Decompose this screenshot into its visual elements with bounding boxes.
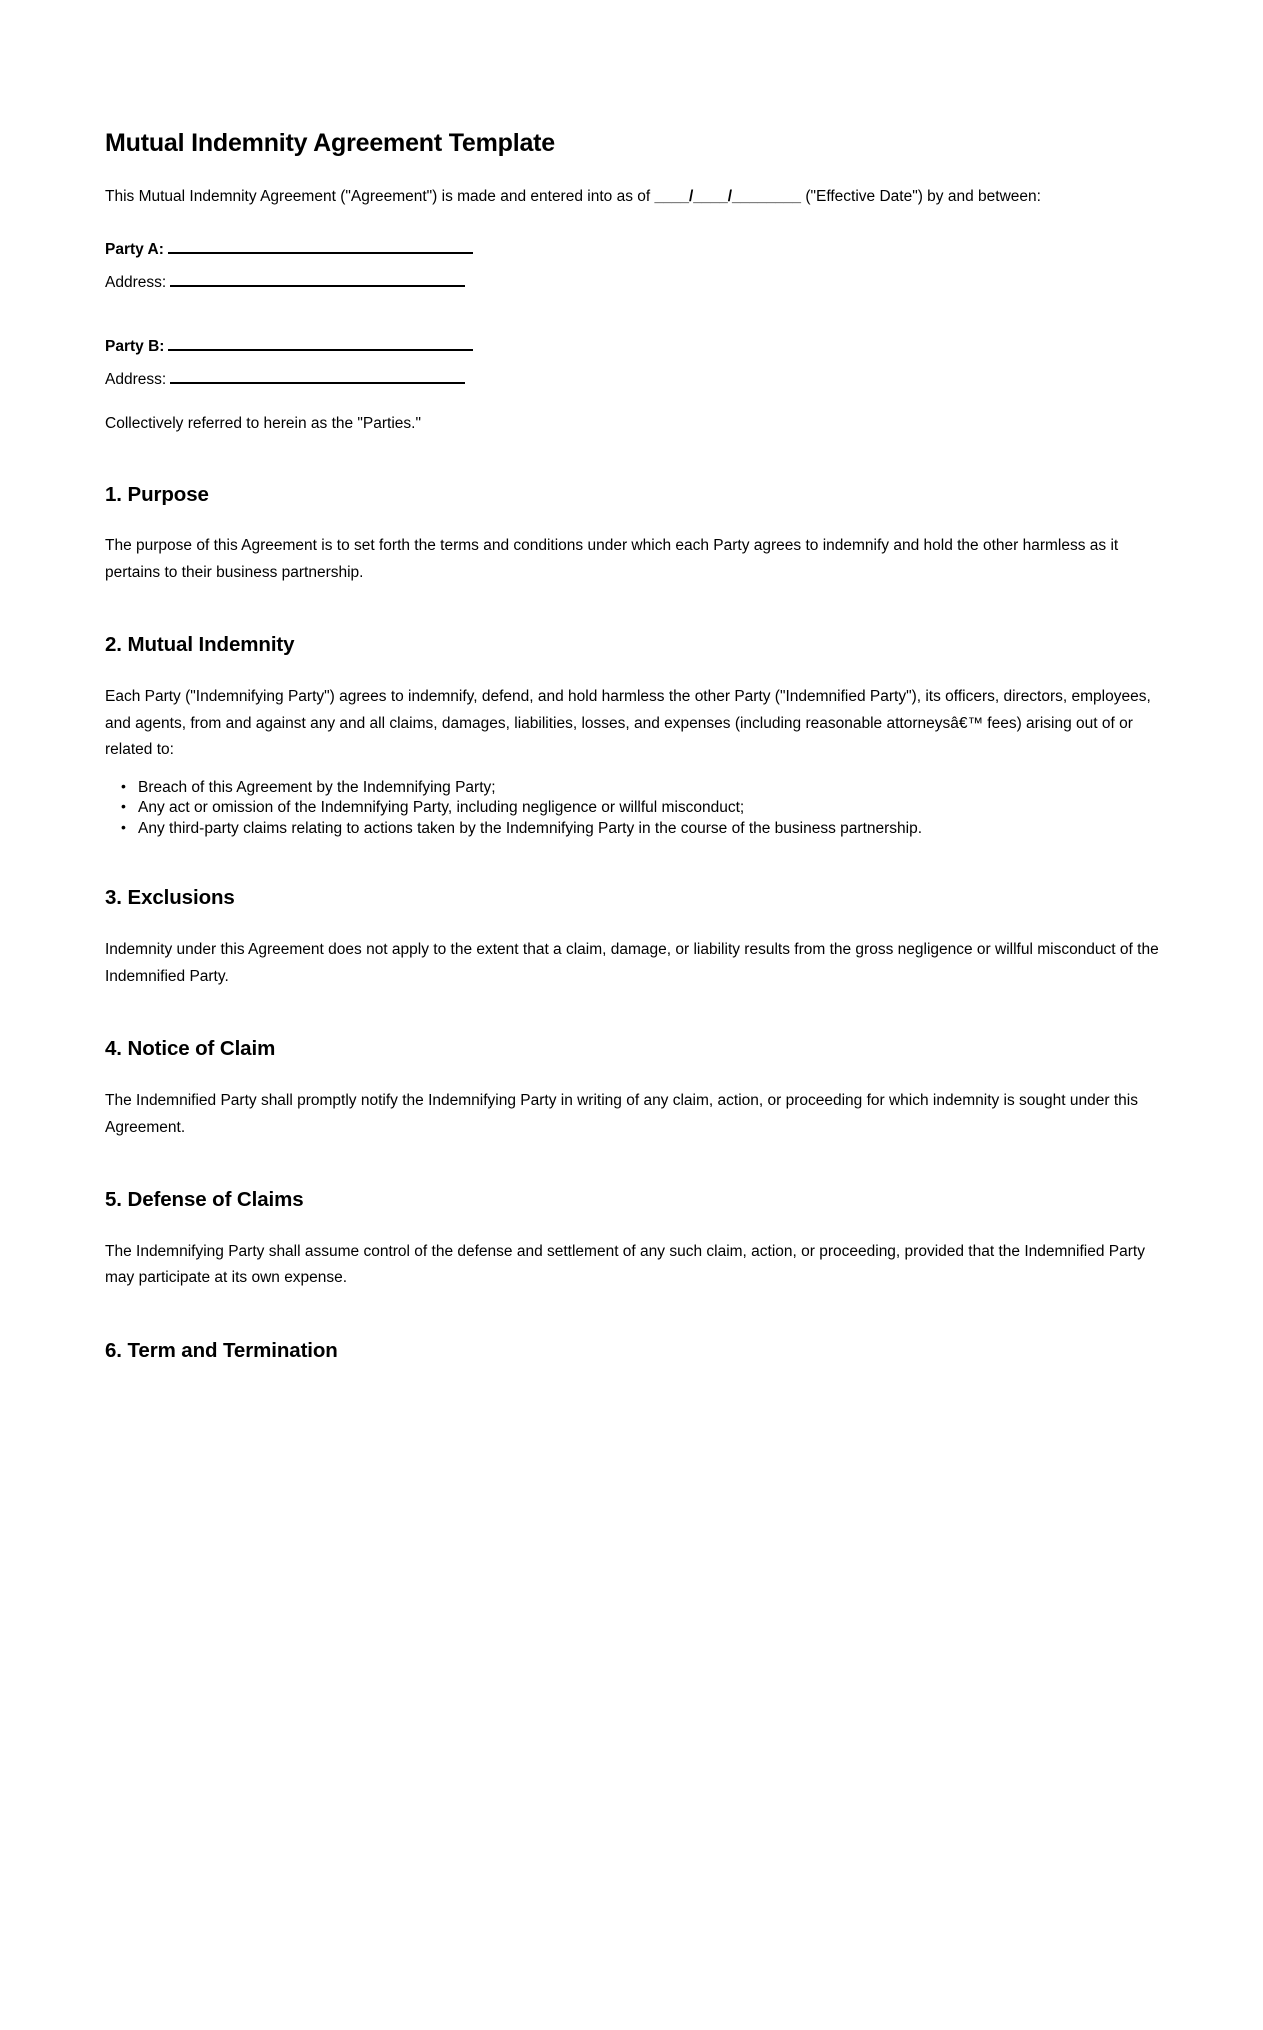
party-b-label: Party B: (105, 338, 165, 356)
section-heading-notice-of-claim: 4. Notice of Claim (105, 1037, 276, 1061)
party-b-address-input-rule[interactable] (170, 369, 465, 384)
section-heading-mutual-indemnity: 2. Mutual Indemnity (105, 633, 295, 657)
list-item: • Any third-party claims relating to actions taken by the Indemnifying Party in the course of the business partnership. (127, 819, 1165, 839)
page-title: Mutual Indemnity Agreement Template (105, 129, 556, 157)
party-a-address-input-rule[interactable] (170, 272, 465, 287)
party-a-label: Party A: (105, 241, 164, 259)
party-a-address-label: Address: (105, 274, 167, 292)
intro-text-before: This Mutual Indemnity Agreement ("Agreement") is made and entered into as of (105, 188, 655, 205)
intro-paragraph (105, 185, 1165, 208)
effective-date-blank[interactable]: ____/____/________ (654, 188, 802, 205)
intro-text-after: ("Effective Date") by and between: (801, 188, 1041, 205)
indemnity-bullet-list (105, 778, 1165, 839)
section-body-mutual-indemnity: Each Party ("Indemnifying Party") agrees to indemnify, defend, and hold harmless the other Party ("Indemnified Party"), its officers, directors, employees, and agents, from and against any and all claims, damages, liabilities, losses, and expenses (including reasonable attorneysâ€™ fees) arising out of or related to: (105, 688, 1151, 759)
party-b-address-label: Address: (105, 371, 167, 389)
party-a-block (105, 238, 1165, 295)
section-heading-defense-of-claims: 5. Defense of Claims (105, 1188, 304, 1212)
party-a-input-rule[interactable] (168, 239, 473, 254)
section-heading-purpose: 1. Purpose (105, 482, 209, 506)
page-bottom-whitespace (105, 1390, 1165, 2030)
party-b-address-row (105, 368, 1165, 392)
section-body-purpose: The purpose of this Agreement is to set forth the terms and conditions under which each Party agrees to indemnify and hold the other harmless as it pertains to their business partnership. (105, 537, 1119, 581)
section-heading-exclusions: 3. Exclusions (105, 886, 235, 910)
party-a-address-row (105, 271, 1165, 295)
party-b-input-rule[interactable] (168, 336, 473, 351)
party-b-row (105, 335, 1165, 359)
party-a-row (105, 238, 1165, 262)
collective-reference-line: Collectively referred to herein as the "Parties." (105, 415, 421, 433)
section-body-defense-of-claims: The Indemnifying Party shall assume control of the defense and settlement of any such claim, action, or proceeding, provided that the Indemnified Party may participate at its own expense. (105, 1242, 1145, 1287)
section-body-exclusions: Indemnity under this Agreement does not apply to the extent that a claim, damage, or liability results from the gross negligence or willful misconduct of the Indemnified Party. (105, 940, 1159, 985)
section-body-notice-of-claim: The Indemnified Party shall promptly notify the Indemnifying Party in writing of any claim, action, or proceeding for which indemnity is sought under this Agreement. (105, 1091, 1138, 1136)
party-separator (105, 315, 1165, 335)
list-item: • Breach of this Agreement by the Indemnifying Party; (127, 778, 1165, 798)
section-heading-term-and-termination: 6. Term and Termination (105, 1339, 338, 1363)
party-b-block (105, 335, 1165, 392)
list-item: • Any act or omission of the Indemnifying Party, including negligence or willful misconduct; (127, 798, 1165, 818)
